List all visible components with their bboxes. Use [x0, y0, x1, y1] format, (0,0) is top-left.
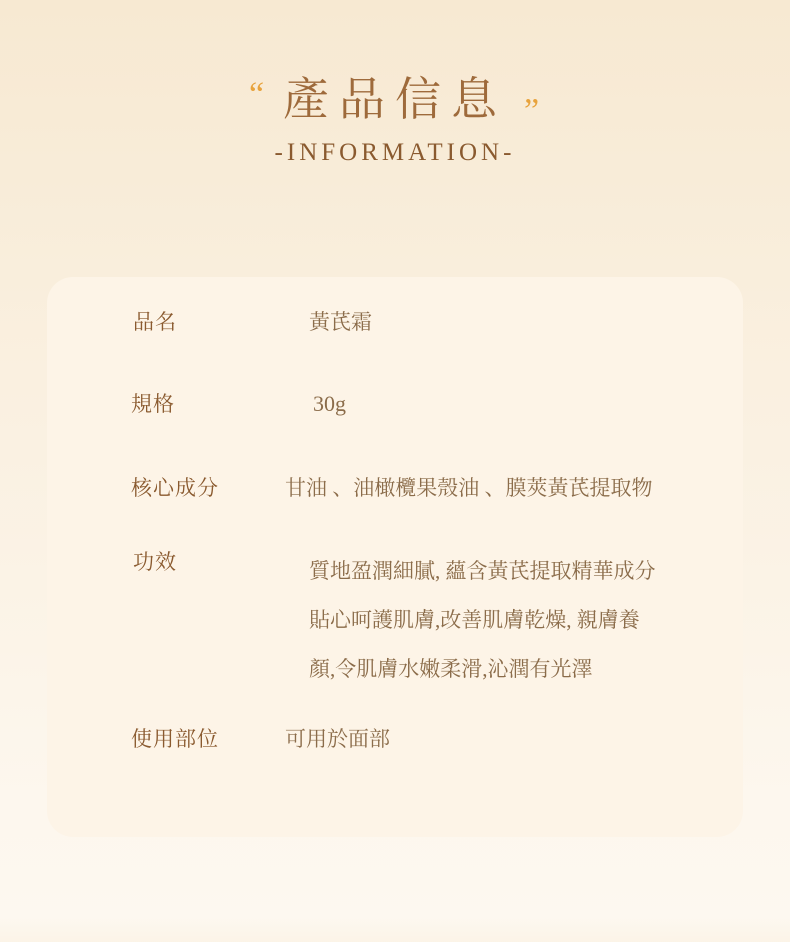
- info-label-effect: 功效: [133, 550, 177, 574]
- info-value-effect: [261, 547, 709, 694]
- page-subtitle: -INFORMATION-: [274, 139, 516, 167]
- info-row-core-ingredients: [81, 473, 709, 503]
- info-row-usage-area: [81, 724, 709, 754]
- info-row-name: [81, 307, 709, 337]
- quote-left-icon: “: [249, 76, 265, 113]
- title-row: [249, 72, 541, 127]
- info-value-effect-line-1: 質地盈潤細膩, 蘊含黃芪提取精華成分: [309, 559, 656, 583]
- info-label-core-ingredients: 核心成分: [131, 476, 219, 500]
- info-value-spec: 30g: [313, 391, 346, 416]
- info-value-effect-line-3: 顏,令肌膚水嫩柔滑,沁潤有光澤: [309, 657, 593, 681]
- info-label-name: 品名: [133, 310, 177, 334]
- product-info-card-body: [47, 277, 743, 754]
- info-value-name: 黃芪霜: [309, 310, 372, 334]
- info-value-usage-area: 可用於面部: [285, 727, 390, 751]
- info-label-usage-area: 使用部位: [131, 727, 219, 751]
- info-row-spec: [81, 389, 709, 419]
- quote-right-icon: “: [523, 77, 539, 114]
- info-value-core-ingredients: 甘油 、油橄欖果殼油 、膜莢黃芪提取物: [285, 476, 653, 500]
- page-header: [0, 0, 790, 167]
- info-value-effect-line-2: 貼心呵護肌膚,改善肌膚乾燥, 親膚養: [309, 608, 640, 632]
- bottom-gradient-strip: [0, 918, 790, 942]
- info-label-spec: 規格: [131, 392, 175, 416]
- page-title: 產品信息: [283, 74, 507, 125]
- info-row-effect: [81, 547, 709, 694]
- product-info-card: [47, 277, 743, 837]
